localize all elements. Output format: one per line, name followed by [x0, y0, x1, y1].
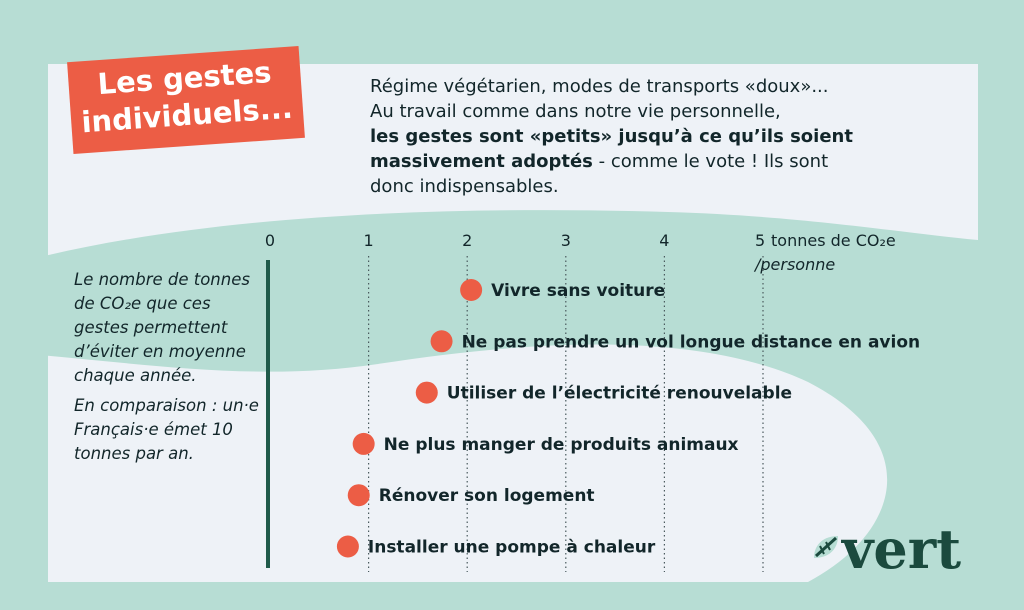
title-line-1: Les gestes: [96, 55, 273, 102]
data-point-marker: [416, 382, 438, 404]
x-tick-labels: [265, 231, 765, 250]
data-point-marker: [348, 484, 370, 506]
data-point-label: Ne plus manger de produits animaux: [383, 434, 739, 455]
x-tick-label: 3: [560, 231, 571, 250]
data-point-marker: [353, 433, 375, 455]
intro-line-1: Régime végétarien, modes de transports «doux»...: [370, 76, 829, 97]
logo-text: vert: [842, 517, 962, 576]
data-point-marker: [431, 330, 453, 352]
vert-logo: [810, 516, 1010, 576]
x-tick-label: 2: [462, 231, 473, 250]
data-point-label: Utiliser de l’électricité renouvelable: [446, 383, 793, 404]
data-point-label: Vivre sans voiture: [491, 281, 666, 301]
data-point-marker: [460, 279, 482, 301]
intro-line-4-rest: - comme le vote ! Ils sont: [592, 151, 829, 172]
x-tick-label: 5: [755, 231, 766, 250]
data-point-label: Rénover son logement: [378, 486, 595, 507]
data-point-label: Ne pas prendre un vol longue distance en avion: [461, 332, 921, 353]
sidebar-description: Le nombre de tonnes de CO₂e que ces gestes permettent d’éviter en moyenne chaque année.: [74, 270, 250, 385]
title-line-2: individuels...: [80, 90, 294, 140]
x-tick-label: 4: [659, 231, 670, 250]
intro-bold-line-1: les gestes sont «petits» jusqu’à ce qu’ils soient: [370, 126, 853, 147]
intro-line-2: Au travail comme dans notre vie personnelle,: [370, 101, 781, 122]
grid-lines: [369, 256, 763, 572]
intro-line-5: donc indispensables.: [370, 176, 559, 197]
intro-bold-line-2: massivement adoptés: [370, 151, 593, 172]
data-point-label: Installer une pompe à chaleur: [367, 537, 656, 558]
x-unit-label: tonnes de CO₂e: [771, 231, 896, 250]
x-unit-label-2: /personne: [755, 255, 836, 274]
data-point-marker: [337, 536, 359, 558]
leaf-icon: [814, 536, 838, 558]
x-tick-label: 1: [363, 231, 374, 250]
x-tick-label: 0: [264, 231, 276, 250]
sidebar-comparison: En comparaison : un·e Français·e émet 10 tonnes par an.: [74, 396, 259, 463]
